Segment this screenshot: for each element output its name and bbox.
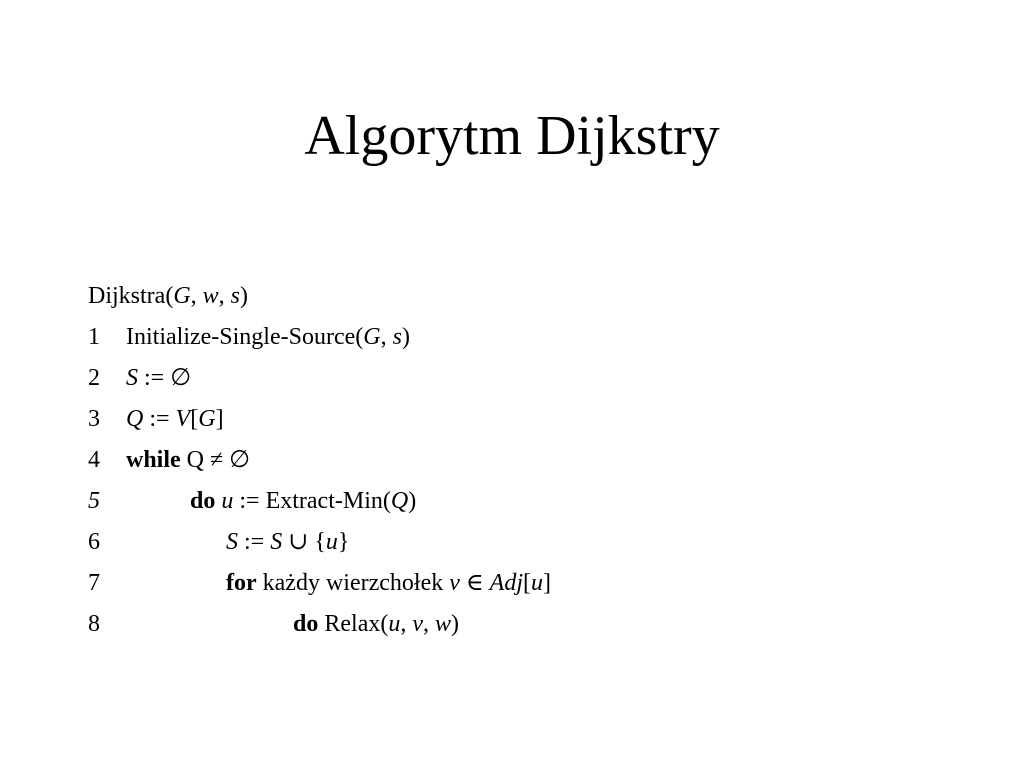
separator: , (423, 611, 435, 637)
separator: , (218, 283, 231, 309)
code-text: } (337, 529, 350, 555)
code-var: w (435, 611, 452, 637)
code-var: v (412, 611, 423, 637)
code-text: ) (451, 611, 460, 637)
line-content (126, 317, 410, 358)
code-var: u (530, 570, 543, 596)
code-var: Q (390, 488, 409, 514)
code-var: u (388, 611, 401, 637)
code-var: G (363, 324, 381, 350)
code-text: Relax( (318, 611, 389, 637)
code-var: Adj (489, 570, 523, 596)
code-text: każdy wierzchołek (256, 570, 450, 596)
code-text: ) (401, 324, 410, 350)
code-text: := (143, 406, 176, 432)
separator: , (190, 283, 203, 309)
code-text: ] (215, 406, 224, 432)
code-var: V (175, 406, 191, 432)
code-text: [ (522, 570, 531, 596)
code-text: Q ≠ ∅ (180, 447, 251, 473)
line-number: 4 (88, 447, 100, 473)
code-var: u (325, 529, 338, 555)
line-content (126, 440, 250, 481)
param-w: w (202, 283, 219, 309)
line-content (190, 481, 416, 522)
code-text: ) (408, 488, 417, 514)
code-text: := Extract-Min( (233, 488, 391, 514)
line-number: 6 (88, 529, 100, 555)
line-content (226, 563, 551, 604)
line-number: 1 (88, 324, 100, 350)
code-text: := (238, 529, 271, 555)
line-content (226, 522, 349, 563)
code-var: S (126, 365, 138, 391)
line-number: 8 (88, 611, 100, 637)
code-var: s (392, 324, 402, 350)
close-paren: ) (240, 283, 249, 309)
line-content (126, 358, 191, 399)
code-var: S (270, 529, 283, 555)
param-g: G (173, 283, 191, 309)
code-text: [ (190, 406, 199, 432)
keyword-do: do (190, 488, 216, 514)
keyword-while: while (126, 447, 181, 473)
procedure-name: Dijkstra( (88, 283, 174, 309)
param-s: s (230, 283, 241, 309)
code-text: Initialize-Single-Source( (126, 324, 364, 350)
code-text: := ∅ (138, 365, 192, 391)
separator: , (400, 611, 413, 637)
line-number: 3 (88, 406, 100, 432)
code-text: ] (542, 570, 551, 596)
code-var: Q (126, 406, 144, 432)
line-number: 7 (88, 570, 100, 596)
keyword-do: do (293, 611, 319, 637)
code-text: ∈ (459, 570, 490, 596)
slide-title: Algorytm Dijkstry (304, 105, 720, 167)
code-var: u (221, 488, 234, 514)
code-var: S (226, 529, 238, 555)
line-number: 5 (88, 488, 100, 514)
code-text: ∪ { (282, 529, 326, 555)
line-content (293, 604, 459, 645)
separator: , (380, 324, 393, 350)
code-var: v (449, 570, 460, 596)
line-content (126, 399, 224, 440)
code-var: G (198, 406, 216, 432)
keyword-for: for (226, 570, 257, 596)
line-number: 2 (88, 365, 100, 391)
